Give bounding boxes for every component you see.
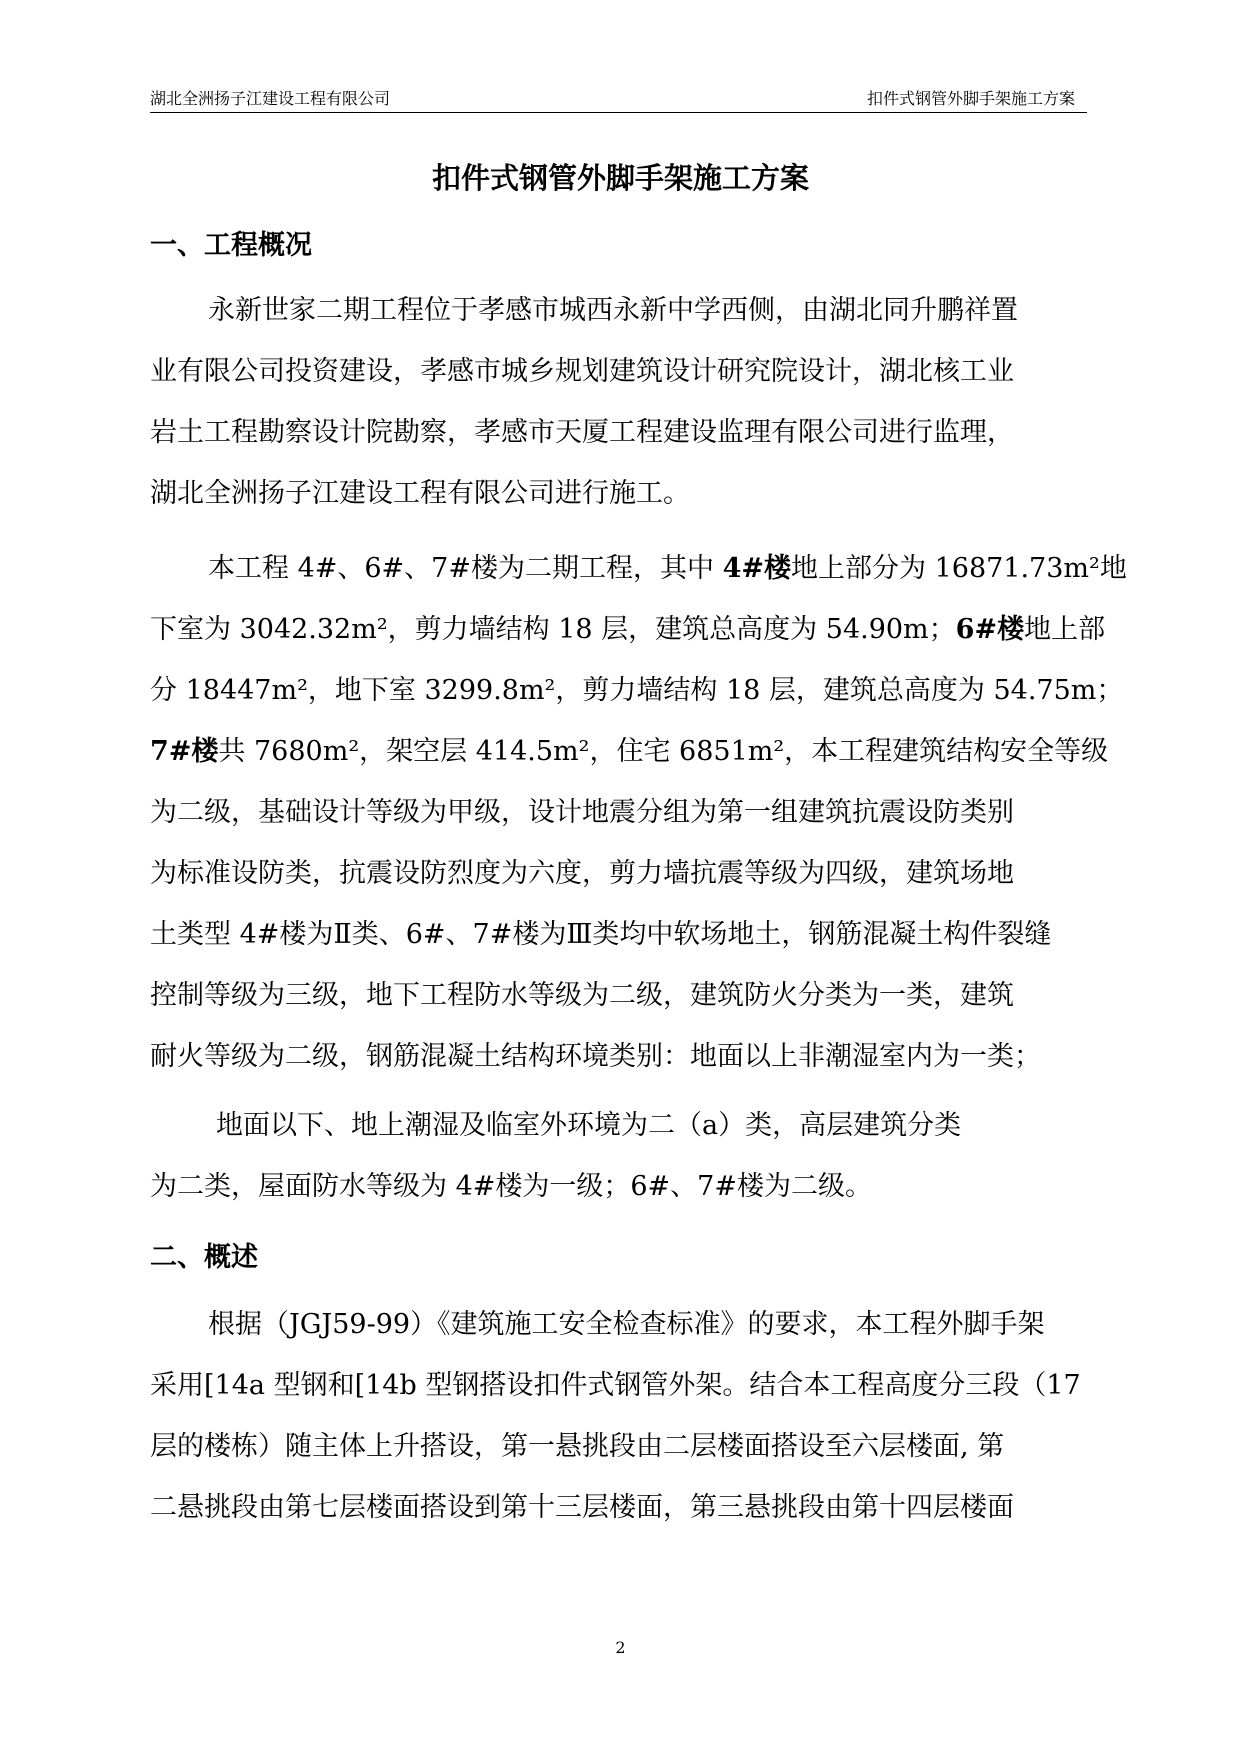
paragraph-line: 业有限公司投资建设，孝感市城乡规划建筑设计研究院设计，湖北核工业 (150, 356, 1014, 387)
paragraph-line: 地面以下、地上潮湿及临室外环境为二（a）类，高层建筑分类 (216, 1110, 962, 1141)
section-heading-overview: 一、工程概况 (150, 230, 312, 261)
paragraph-line: 永新世家二期工程位于孝感市城西永新中学西侧，由湖北同升鹏祥置 (208, 295, 1018, 326)
paragraph-line (150, 732, 1109, 772)
text-run: 地上部分为 16871.73m²地 (791, 553, 1127, 584)
paragraph-line: 分 18447m²，地下室 3299.8m²，剪力墙结构 18 层，建筑总高度为 54.75m； (150, 675, 1124, 706)
paragraph-line: 土类型 4#楼为Ⅱ类、6#、7#楼为Ⅲ类均中软场地土，钢筋混凝土构件裂缝 (150, 919, 1052, 950)
paragraph-line: 岩土工程勘察设计院勘察，孝感市天厦工程建设监理有限公司进行监理， (150, 417, 1014, 448)
paragraph-line: 为二级，基础设计等级为甲级，设计地震分组为第一组建筑抗震设防类别 (150, 797, 1014, 828)
document-title: 扣件式钢管外脚手架施工方案 (431, 161, 809, 195)
paragraph-line: 二悬挑段由第七层楼面搭设到第十三层楼面，第三悬挑段由第十四层楼面 (150, 1492, 1014, 1523)
paragraph-line: 根据（JGJ59-99）《建筑施工安全检查标准》的要求，本工程外脚手架 (208, 1309, 1045, 1340)
paragraph-line: 层的楼栋）随主体上升搭设，第一悬挑段由二层楼面搭设至六层楼面, 第 (150, 1431, 1005, 1462)
header-company: 湖北全洲扬子江建设工程有限公司 (150, 89, 391, 108)
page-number: 2 (615, 1638, 626, 1657)
building-label: 6#楼 (955, 614, 1025, 645)
building-label: 7#楼 (150, 736, 219, 767)
paragraph-line: 采用[14a 型钢和[14b 型钢搭设扣件式钢管外架。结合本工程高度分三段（17 (150, 1370, 1081, 1401)
text-run: 本工程 4#、6#、7#楼为二期工程，其中 (208, 553, 723, 584)
page-header (150, 86, 1087, 113)
text-run: 下室为 3042.32m²，剪力墙结构 18 层，建筑总高度为 54.90m； (150, 614, 956, 645)
paragraph-line (208, 549, 1153, 589)
paragraph-line: 为标准设防类，抗震设防烈度为六度，剪力墙抗震等级为四级，建筑场地 (150, 858, 1014, 889)
building-label: 4#楼 (722, 553, 791, 584)
paragraph-line: 为二类，屋面防水等级为 4#楼为一级；6#、7#楼为二级。 (150, 1171, 872, 1202)
paragraph-line (150, 610, 1106, 650)
text-run: 地上部 (1024, 614, 1106, 645)
header-doc-title: 扣件式钢管外脚手架施工方案 (866, 89, 1075, 108)
paragraph-line: 湖北全洲扬子江建设工程有限公司进行施工。 (150, 478, 690, 509)
section-heading-summary: 二、概述 (150, 1242, 258, 1273)
paragraph-line: 控制等级为三级，地下工程防水等级为二级，建筑防火分类为一类，建筑 (150, 980, 1014, 1011)
paragraph-line: 耐火等级为二级，钢筋混凝土结构环境类别：地面以上非潮湿室内为一类； (150, 1041, 1041, 1072)
text-run: 共 7680m²，架空层 414.5m²，住宅 6851m²，本工程建筑结构安全等级 (218, 736, 1109, 767)
